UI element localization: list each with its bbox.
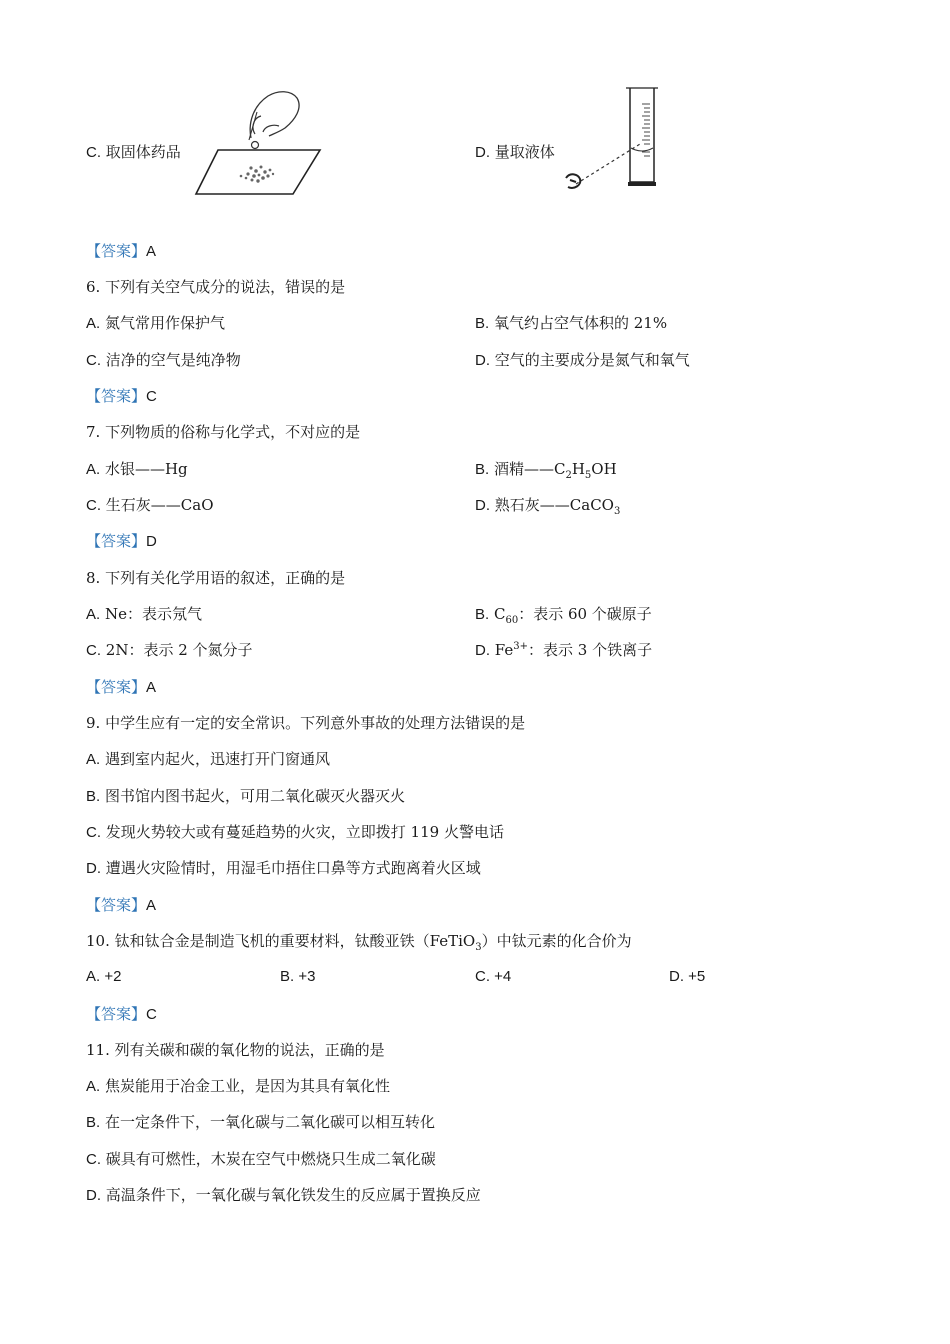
- q10-option-c: C. +4: [475, 968, 512, 985]
- option-label: A.: [86, 461, 101, 478]
- q11-option-d: [86, 1184, 481, 1206]
- answer-label: 答案: [101, 532, 132, 550]
- option-text: 生石灰——CaO: [105, 496, 214, 514]
- answer-bracket-close: 】: [131, 896, 147, 914]
- formula-part: C: [493, 605, 506, 623]
- answer-value: A: [146, 897, 157, 914]
- option-label: C.: [86, 642, 101, 659]
- option-text: [494, 496, 621, 517]
- answer-bracket-open: 【: [86, 532, 102, 550]
- option-text: 在一定条件下，一氧化碳与二氧化碳可以相互转化: [104, 1113, 435, 1131]
- option-label: A.: [86, 1078, 101, 1095]
- option-text: [493, 605, 652, 626]
- formula-superscript: 3+: [513, 641, 528, 652]
- option-label: A.: [86, 315, 101, 332]
- option-text: 氮气常用作保护气: [104, 314, 225, 332]
- q6-answer: [86, 385, 157, 407]
- option-label: B.: [475, 461, 490, 478]
- q7-option-b: [475, 458, 617, 480]
- formula-part: Fe: [494, 641, 514, 659]
- option-label: D.: [86, 1187, 101, 1204]
- q9-option-d: [86, 857, 481, 879]
- formula-subscript: 2: [565, 470, 572, 481]
- q11-option-a: [86, 1075, 390, 1097]
- q11-option-b: [86, 1111, 435, 1133]
- q8-answer: [86, 676, 156, 698]
- q5-option-d: [475, 141, 555, 163]
- q8-option-d: [475, 639, 652, 661]
- q8-option-a: [86, 603, 202, 625]
- option-label: A.: [86, 751, 101, 768]
- formula-subscript: 3: [613, 506, 621, 517]
- formula-subscript: 60: [505, 615, 519, 626]
- answer-bracket-open: 【: [86, 896, 102, 914]
- option-label: D.: [475, 642, 490, 659]
- q5-option-c: [86, 141, 181, 163]
- q9-stem: 9. 中学生应有一定的安全常识。下列意外事故的处理方法错误的是: [86, 714, 526, 732]
- formula-part: OH: [591, 460, 617, 478]
- q6-option-b: [475, 312, 667, 334]
- option-label: B.: [475, 606, 490, 623]
- answer-value: A: [146, 243, 157, 260]
- answer-bracket-open: 【: [86, 387, 102, 405]
- q10-option-b: B. +3: [280, 968, 316, 985]
- answer-label: 答案: [101, 678, 132, 696]
- q8-option-c: [86, 639, 253, 661]
- take-solid-reagent-illustration: [193, 88, 323, 198]
- q7-option-d: [475, 494, 620, 516]
- q11-stem: 11. 列有关碳和碳的氧化物的说法，正确的是: [86, 1041, 385, 1059]
- formula-part: ：表示 3 个铁离子: [528, 641, 653, 659]
- option-text: 水银——Hg: [104, 460, 188, 478]
- option-text: 空气的主要成分是氮气和氧气: [494, 351, 690, 369]
- option-label: B.: [86, 788, 101, 805]
- answer-bracket-close: 】: [131, 242, 147, 260]
- option-text: 洁净的空气是纯净物: [105, 351, 241, 369]
- option-label: C.: [86, 1151, 101, 1168]
- option-text: 氧气约占空气体积的 21%: [493, 314, 668, 332]
- answer-bracket-close: 】: [131, 387, 147, 405]
- option-text: [495, 641, 652, 659]
- option-text: 量取液体: [494, 143, 555, 161]
- option-label: D.: [86, 860, 101, 877]
- q7-answer: [86, 530, 157, 552]
- q9-answer: [86, 894, 156, 916]
- answer-label: 答案: [101, 387, 132, 405]
- q10-option-d: D. +5: [669, 968, 706, 985]
- q8-option-b: [475, 603, 652, 625]
- option-text: 图书馆内图书起火，可用二氧化碳灭火器灭火: [104, 787, 405, 805]
- q10-option-a: A. +2: [86, 968, 122, 985]
- option-label: B.: [86, 1114, 101, 1131]
- formula-subscript: 3: [475, 942, 482, 953]
- answer-bracket-open: 【: [86, 678, 102, 696]
- option-label: C.: [86, 144, 101, 161]
- formula-subscript: 5: [584, 470, 592, 481]
- formula-part: ：表示 60 个碳原子: [518, 605, 652, 623]
- option-text: 碳具有可燃性，木炭在空气中燃烧只生成二氧化碳: [105, 1150, 436, 1168]
- q9-option-c: [86, 821, 504, 843]
- q11-option-c: [86, 1148, 436, 1170]
- option-label: C.: [86, 352, 101, 369]
- option-label: C.: [86, 824, 101, 841]
- q10-answer: [86, 1003, 157, 1025]
- formula-part: 酒精——C: [493, 460, 566, 478]
- option-label: C.: [86, 497, 101, 514]
- answer-value: C: [146, 1006, 157, 1023]
- formula-part: 熟石灰——CaCO: [494, 496, 614, 514]
- option-text: [493, 460, 617, 481]
- q9-option-b: [86, 785, 405, 807]
- option-text: Ne：表示氖气: [104, 605, 202, 623]
- option-text: 取固体药品: [105, 143, 181, 161]
- q10-stem: [86, 930, 632, 952]
- option-text: 焦炭能用于冶金工业，是因为其具有氧化性: [104, 1077, 390, 1095]
- answer-value: A: [146, 679, 157, 696]
- q7-option-a: [86, 458, 188, 480]
- q7-stem: 7. 下列物质的俗称与化学式，不对应的是: [86, 423, 361, 441]
- q6-option-a: [86, 312, 225, 334]
- q6-stem: 6. 下列有关空气成分的说法，错误的是: [86, 278, 346, 296]
- graduated-cylinder-illustration: [562, 82, 672, 198]
- answer-bracket-close: 】: [131, 1005, 147, 1023]
- q5-answer: [86, 240, 156, 262]
- answer-bracket-close: 】: [131, 678, 147, 696]
- stem-part: ）中钛元素的化合价为: [481, 932, 632, 950]
- option-label: B.: [475, 315, 490, 332]
- answer-bracket-open: 【: [86, 1005, 102, 1023]
- option-text: 发现火势较大或有蔓延趋势的火灾，立即拨打 119 火警电话: [105, 823, 504, 841]
- answer-bracket-close: 】: [131, 532, 147, 550]
- q7-option-c: [86, 494, 214, 516]
- answer-label: 答案: [101, 242, 132, 260]
- answer-bracket-open: 【: [86, 242, 102, 260]
- formula-part: H: [571, 460, 585, 478]
- q6-option-c: [86, 349, 241, 371]
- option-text: 2N：表示 2 个氮分子: [105, 641, 253, 659]
- stem-part: 10. 钛和钛合金是制造飞机的重要材料，钛酸亚铁（FeTiO: [86, 932, 476, 950]
- option-label: D.: [475, 144, 490, 161]
- answer-label: 答案: [101, 896, 132, 914]
- answer-value: C: [146, 388, 157, 405]
- q6-option-d: [475, 349, 690, 371]
- option-text: 遇到室内起火，迅速打开门窗通风: [104, 750, 330, 768]
- option-text: 遭遇火灾险情时，用湿毛巾捂住口鼻等方式跑离着火区域: [105, 859, 481, 877]
- option-label: D.: [475, 497, 490, 514]
- option-label: A.: [86, 606, 101, 623]
- q9-option-a: [86, 748, 330, 770]
- answer-value: D: [146, 533, 157, 550]
- answer-label: 答案: [101, 1005, 132, 1023]
- option-text: 高温条件下，一氧化碳与氧化铁发生的反应属于置换反应: [105, 1186, 481, 1204]
- q8-stem: 8. 下列有关化学用语的叙述，正确的是: [86, 569, 346, 587]
- option-label: D.: [475, 352, 490, 369]
